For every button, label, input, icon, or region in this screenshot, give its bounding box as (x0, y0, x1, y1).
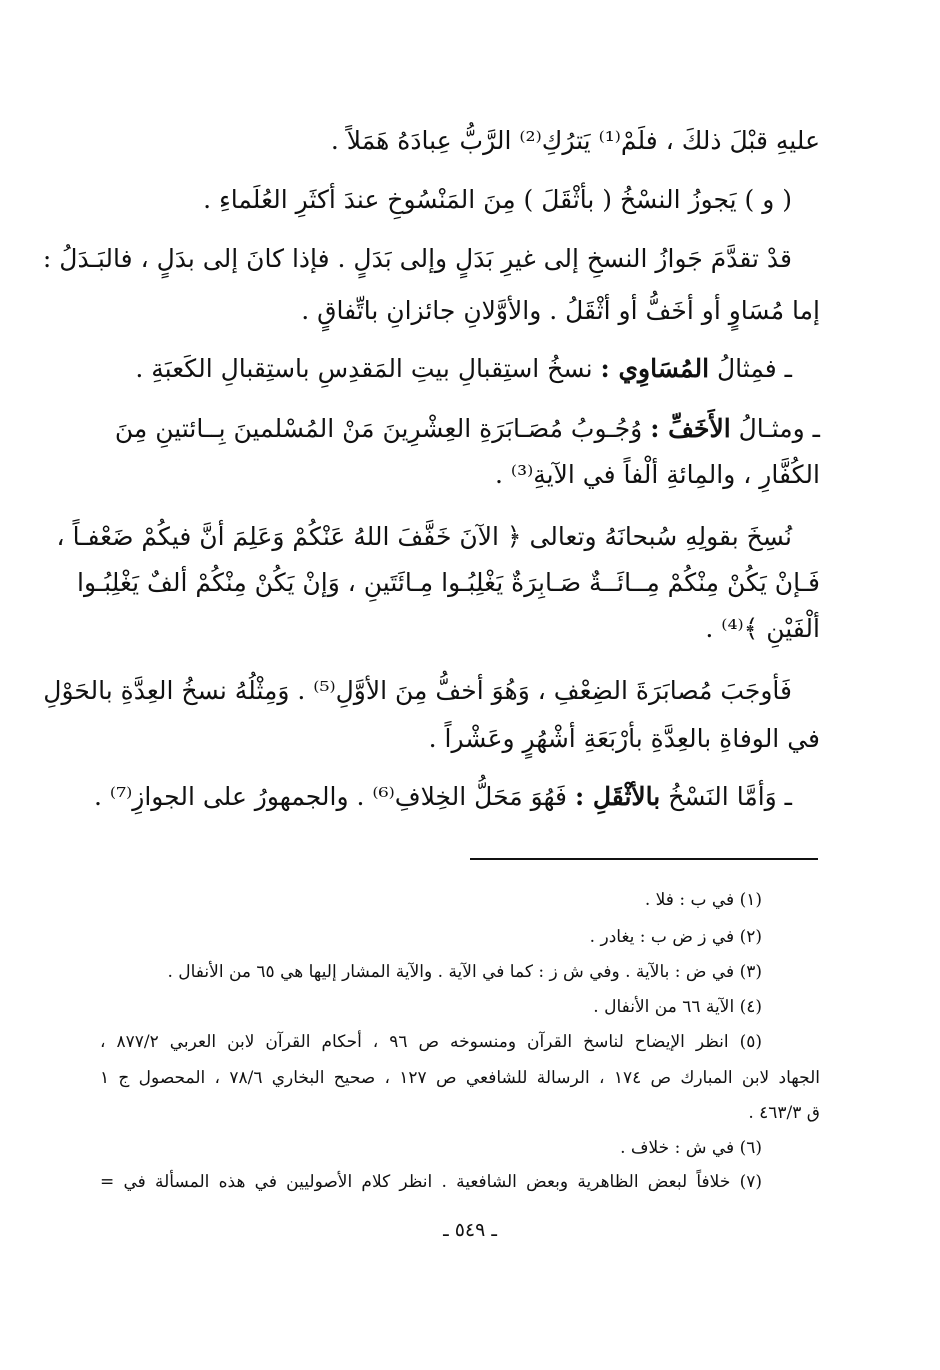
main-text-line-4: إما مُسَاوٍ أو أخَفُّ أو أثْقَلُ . والأوَّلانِ جائزانِ باتِّفاقٍ . (301, 296, 820, 325)
footnote-4: (٤) الآية ٦٦ من الأنفال . (593, 997, 762, 1017)
footnote-2: (٢) في ز ض ب : يغادر . (589, 927, 762, 947)
footnote-5-line-1: (٥) انظر الإيضاح لناسخ القرآن ومنسوخه ص ٩٦ ، أحكام القرآن لابن العربي ٨٧٧/٢ ، (100, 1032, 763, 1052)
footnote-3: (٣) في ض : بالآية . وفي ش ز : كما في الآية . والآية المشار إليها هي ٦٥ من الأنفال . (167, 962, 762, 982)
main-text-line-8: نُسِخَ بقولِهِ سُبحانَهُ وتعالى ﴿ الآنَ خَفَّفَ اللهُ عَنْكُمْ وَعَلِمَ أنَّ فيكُمْ ضَعْفـاً ، (56, 522, 792, 551)
example-prefix: ـ فمِثالُ (717, 354, 792, 383)
footnote-7: (٧) خلافاً لبعض الظاهرية وبعض الشافعية . انظر كلام الأصوليين في هذه المسألة في = (100, 1172, 762, 1192)
footnote-separator (470, 858, 818, 860)
term-heavier: بالأثْقَلِ : (574, 782, 661, 811)
footnote-6: (٦) في ش : خلاف . (620, 1138, 762, 1158)
main-text-line-1: عليهِ قبْلَ ذلكَ ، فلَمْ⁽¹⁾ يَترُكِ⁽²⁾ الرَّبُّ عِبادَهُ هَمَلاً . (330, 126, 820, 155)
example-prefix: ـ وَأمَّا النَسْخُ (668, 782, 792, 811)
main-text-line-7: الكُفَّارِ ، والمِائةِ ألْفاً في الآيةِ⁽³⁾ . (495, 460, 820, 489)
main-text-line-12: في الوفاةِ بالعِدَّةِ بأرْبَعَةِ أشْهُرٍ وعَشْراً . (428, 724, 820, 753)
example-body: نسخُ استِقبالِ بيتِ المَقدِسِ باستِقبالِ الكَعبَةِ . (135, 354, 593, 383)
example-body: فَهُوَ مَحَلُّ الخِلافِ⁽⁶⁾ . والجمهورُ على الجوازِ⁽⁷⁾ . (94, 782, 567, 811)
main-text-line-3: قدْ تقدَّمَ جَوازُ النسخِ إلى غيرِ بَدَلٍ وإلى بَدَلٍ . فإذا كانَ إلى بدَلٍ ، فالبَـدَلُ : (42, 244, 792, 273)
term-equal: المُسَاوِي : (600, 354, 710, 383)
main-text-line-11: فَأوجَبَ مُصابَرَةَ الضِعْفِ ، وَهُوَ أخفُّ مِنَ الأوَّلِ⁽⁵⁾ . وَمِثْلُهُ نسخُ العِدَّةِ بالحَوْلِ (43, 676, 792, 705)
main-text-line-6 (114, 412, 820, 446)
main-text-line-5 (135, 352, 792, 386)
main-text-line-10: ألْفَيْنِ ﴾⁽⁴⁾ . (705, 614, 820, 643)
example-body: وُجُـوبُ مُصَـابَرَةِ العِشْرِينَ مَنْ المُسْلمينَ بِــائتينِ مِنَ (114, 414, 643, 443)
page-number: ـ ٥٤٩ ـ (443, 1219, 497, 1241)
main-text-line-13 (94, 780, 792, 814)
footnote-5-line-2: الجهاد لابن المبارك ص ١٧٤ ، الرسالة للشافعي ص ١٢٧ ، صحيح البخاري ٧٨/٦ ، المحصول ج ١ (100, 1068, 820, 1088)
footnote-5-line-3: ق ٤٦٣/٣ . (748, 1103, 820, 1123)
main-text-line-9: فَـإنْ يَكُنْ مِنْكُمْ مِــائَــةٌ صَـابِرَةٌ يَغْلِبُـوا مِـائَتَينِ ، وَإنْ يَكُنْ مِنْكُمْ ألفٌ يَغْلِبُـوا (77, 568, 820, 597)
term-lighter: الأَخَفِّ : (650, 414, 731, 443)
main-text-line-2: ( و ) يَجوزُ النسْخُ ( بأثْقَلَ ) مِنَ المَنْسُوخِ عندَ أكثَرِ العُلَماءِ . (203, 185, 792, 214)
footnote-1: (١) في ب : فلا . (644, 890, 762, 910)
example-prefix: ـ ومثـالُ (738, 414, 820, 443)
